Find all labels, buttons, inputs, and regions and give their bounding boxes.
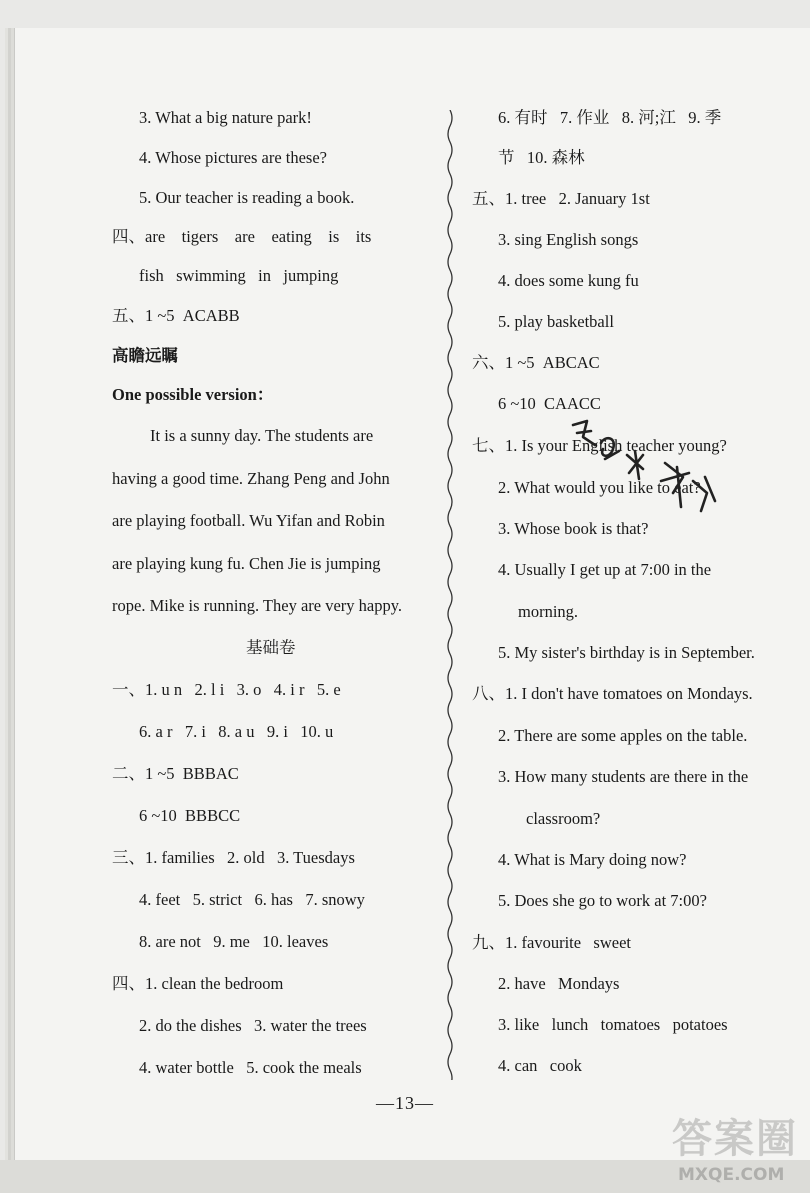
right-line-21: 九、1. favourite sweet <box>472 933 631 952</box>
right-line-14: 5. My sister's birthday is in September. <box>498 643 755 662</box>
watermark <box>672 1112 806 1190</box>
watermark-logo: 答案圈 <box>672 1116 798 1162</box>
left-line-6: 五、1 ~5 ACABB <box>112 306 240 325</box>
right-line-11: 3. Whose book is that? <box>498 519 649 538</box>
left-line-15: 一、1. u n 2. l i 3. o 4. i r 5. e <box>112 680 341 699</box>
essay-line-4: are playing kung fu. Chen Jie is jumping <box>112 554 381 573</box>
section-heading-jichujuan: 基础卷 <box>246 638 296 657</box>
watermark-url: MXQE.COM <box>678 1165 785 1185</box>
right-line-22: 2. have Mondays <box>498 974 620 993</box>
right-line-9: 七、1. Is your English teacher young? <box>472 436 727 455</box>
left-line-18: 6 ~10 BBBCC <box>139 806 241 825</box>
left-line-24: 4. water bottle 5. cook the meals <box>139 1058 362 1077</box>
right-line-10: 2. What would you like to eat? <box>498 478 701 497</box>
left-line-4: 四、are tigers are eating is its <box>112 227 372 246</box>
right-line-15: 八、1. I don't have tomatoes on Mondays. <box>472 684 753 703</box>
left-line-1: 3. What a big nature park! <box>139 108 312 127</box>
right-line-23: 3. like lunch tomatoes potatoes <box>498 1015 728 1034</box>
right-line-13: morning. <box>518 602 579 621</box>
right-line-2: 节 10. 森林 <box>498 148 585 167</box>
essay-line-3: are playing football. Wu Yifan and Robin <box>112 511 385 530</box>
right-line-8: 6 ~10 CAACC <box>498 394 601 413</box>
right-line-18: classroom? <box>526 809 601 828</box>
essay-line-1: It is a sunny day. The students are <box>150 426 374 445</box>
essay-line-2: having a good time. Zhang Peng and John <box>112 469 390 488</box>
left-line-2: 4. Whose pictures are these? <box>139 148 327 167</box>
right-line-19: 4. What is Mary doing now? <box>498 850 687 869</box>
right-line-6: 5. play basketball <box>498 312 614 331</box>
left-line-19: 三、1. families 2. old 3. Tuesdays <box>112 848 355 867</box>
right-line-4: 3. sing English songs <box>498 230 639 249</box>
left-line-16: 6. a r 7. i 8. a u 9. i 10. u <box>139 722 334 741</box>
left-line-21: 8. are not 9. me 10. leaves <box>139 932 329 951</box>
right-line-17: 3. How many students are there in the <box>498 767 749 786</box>
right-line-7: 六、1 ~5 ABCAC <box>472 353 600 372</box>
right-line-16: 2. There are some apples on the table. <box>498 726 748 745</box>
right-line-5: 4. does some kung fu <box>498 271 639 290</box>
left-line-20: 4. feet 5. strict 6. has 7. snowy <box>139 890 365 909</box>
right-line-24: 4. can cook <box>498 1056 582 1075</box>
section-heading-gaozhan: 高瞻远瞩 <box>112 346 178 365</box>
right-line-20: 5. Does she go to work at 7:00? <box>498 891 707 910</box>
section-heading-possible-version: One possible version： <box>112 385 274 404</box>
handwritten-scribble <box>565 415 745 525</box>
essay-line-5: rope. Mike is running. They are very happy. <box>112 596 403 615</box>
left-line-17: 二、1 ~5 BBBAC <box>112 764 239 783</box>
column-divider <box>444 110 456 1080</box>
left-line-5: fish swimming in jumping <box>139 266 339 285</box>
page-number: —13— <box>376 1093 434 1113</box>
right-line-1: 6. 有时 7. 作业 8. 河;江 9. 季 <box>498 108 722 127</box>
right-line-3: 五、1. tree 2. January 1st <box>472 189 650 208</box>
left-line-3: 5. Our teacher is reading a book. <box>139 188 355 207</box>
left-line-23: 2. do the dishes 3. water the trees <box>139 1016 367 1035</box>
left-line-22: 四、1. clean the bedroom <box>112 974 284 993</box>
right-line-12: 4. Usually I get up at 7:00 in the <box>498 560 712 579</box>
